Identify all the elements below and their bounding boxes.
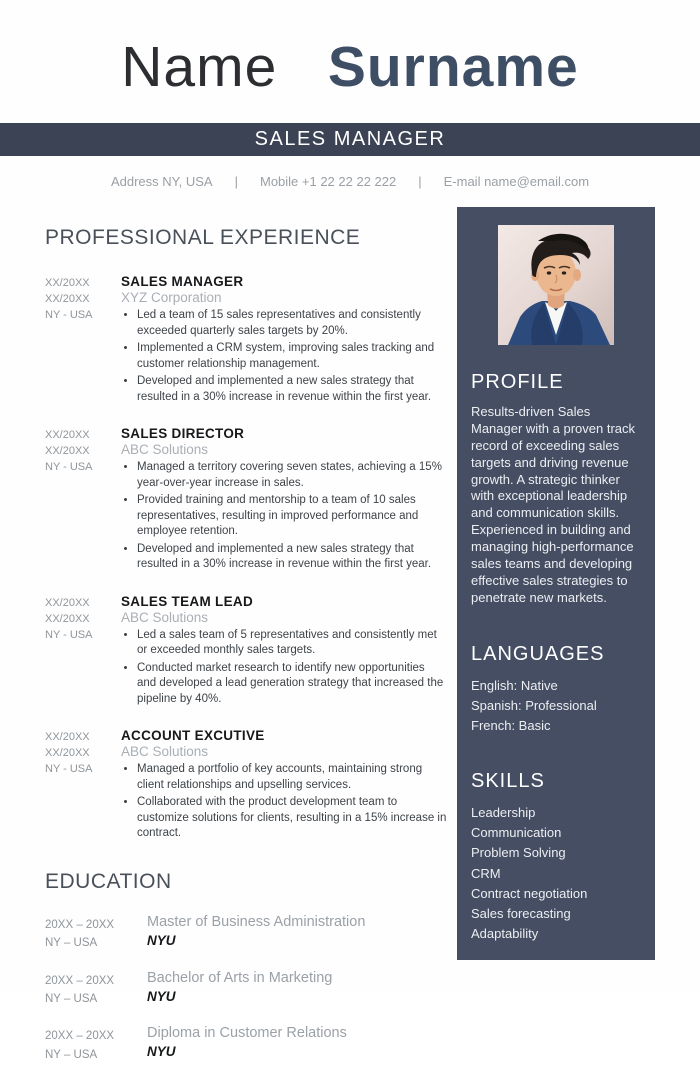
education-date-line: 20XX – 20XX bbox=[45, 974, 115, 987]
main-column bbox=[45, 226, 447, 1081]
header-name bbox=[0, 0, 700, 100]
contact-separator: | bbox=[234, 174, 238, 189]
job-bullets bbox=[121, 308, 447, 405]
job-body bbox=[109, 594, 447, 710]
job-entry bbox=[45, 728, 447, 844]
education-entry bbox=[45, 1025, 447, 1064]
education-body bbox=[133, 1025, 447, 1064]
contact-address: Address NY, USA bbox=[110, 174, 213, 189]
job-company: ABC Solutions bbox=[121, 744, 209, 760]
job-entry bbox=[45, 274, 447, 407]
skill-item: Adaptability bbox=[471, 925, 539, 941]
skill-item: Leadership bbox=[471, 805, 536, 821]
skill-item: Problem Solving bbox=[471, 845, 566, 861]
skill-item: CRM bbox=[471, 865, 501, 881]
education-dates bbox=[45, 1025, 133, 1064]
bullet-item: • Collaborated with the product development team to customize solutions for clients, resulting in a 15% increase in contract. bbox=[137, 795, 447, 842]
education-dates bbox=[45, 970, 133, 1009]
job-company: ABC Solutions bbox=[121, 442, 209, 458]
job-date-line: XX/20XX bbox=[45, 596, 90, 609]
job-date-line: XX/20XX bbox=[45, 612, 90, 625]
portrait-photo bbox=[498, 225, 614, 345]
bullet-item: • Implemented a CRM system, improving sales tracking and customer relationship management. bbox=[137, 341, 447, 372]
job-company: ABC Solutions bbox=[121, 609, 209, 625]
education-date-line: 20XX – 20XX bbox=[45, 1030, 115, 1043]
education-dates bbox=[45, 914, 133, 953]
job-title: SALES MANAGER bbox=[254, 128, 446, 150]
bullet-item: • Managed a portfolio of key accounts, maintaining strong client relationships and upselling services. bbox=[137, 762, 447, 793]
education-school: NYU bbox=[147, 988, 176, 1004]
name-space bbox=[294, 35, 311, 99]
sidebar bbox=[457, 207, 655, 960]
job-bullets bbox=[121, 628, 447, 708]
language-item: English: Native bbox=[471, 677, 558, 693]
job-date-line: NY - USA bbox=[45, 628, 93, 641]
education-degree: Diploma in Customer Relations bbox=[147, 1025, 347, 1042]
languages-section bbox=[471, 643, 641, 736]
job-dates bbox=[45, 594, 109, 710]
skills-section bbox=[471, 770, 641, 944]
bullet-item: • Developed and implemented a new sales strategy that resulted in a 30% increase in revenue within the first year. bbox=[137, 542, 447, 573]
contact-separator: | bbox=[418, 174, 422, 189]
job-date-line: NY - USA bbox=[45, 763, 93, 776]
bullet-item: • Developed and implemented a new sales strategy that resulted in a 30% increase in revenue within the first year. bbox=[137, 374, 447, 405]
skill-item: Sales forecasting bbox=[471, 905, 571, 921]
education-school: NYU bbox=[147, 1044, 176, 1060]
profile-heading: PROFILE bbox=[471, 371, 564, 393]
job-entry bbox=[45, 594, 447, 710]
job-dates bbox=[45, 426, 109, 575]
contact-mobile: Mobile +1 22 22 22 222 bbox=[259, 174, 397, 189]
job-date-line: XX/20XX bbox=[45, 731, 90, 744]
job-title: SALES DIRECTOR bbox=[121, 426, 245, 442]
bullet-item: • Managed a territory covering seven states, achieving a 15% year-over-year increase in sales. bbox=[137, 460, 447, 491]
last-name: Surname bbox=[327, 35, 579, 99]
job-date-line: NY - USA bbox=[45, 460, 93, 473]
job-company: XYZ Corporation bbox=[121, 290, 222, 305]
education-date-line: 20XX – 20XX bbox=[45, 918, 115, 931]
job-date-line: XX/20XX bbox=[45, 429, 90, 442]
job-body bbox=[109, 728, 447, 844]
education-section bbox=[45, 870, 447, 1064]
bullet-item: • Conducted market research to identify new opportunities and developed a lead generation strategy that increased the pipeline by 40%. bbox=[137, 661, 447, 708]
job-entry bbox=[45, 426, 447, 575]
education-degree: Bachelor of Arts in Marketing bbox=[147, 969, 333, 986]
job-date-line: XX/20XX bbox=[45, 292, 90, 305]
job-title: SALES TEAM LEAD bbox=[121, 593, 254, 609]
job-bullets bbox=[121, 762, 447, 842]
job-date-line: XX/20XX bbox=[45, 747, 90, 760]
job-bullets bbox=[121, 460, 447, 573]
job-title: SALES MANAGER bbox=[121, 274, 244, 289]
education-entry bbox=[45, 914, 447, 953]
job-title: ACCOUNT EXCUTIVE bbox=[121, 728, 265, 744]
contact-bar bbox=[0, 174, 700, 189]
first-name: Name bbox=[121, 35, 278, 99]
section-heading-experience: PROFESSIONAL EXPERIENCE bbox=[45, 226, 361, 249]
language-item: Spanish: Professional bbox=[471, 697, 597, 713]
education-date-line: NY – USA bbox=[45, 1048, 98, 1061]
education-body bbox=[133, 914, 447, 953]
bullet-item: • Provided training and mentorship to a team of 10 sales representatives, resulting in improved performance and employee retention. bbox=[137, 493, 447, 540]
education-date-line: NY – USA bbox=[45, 993, 98, 1006]
profile-text: Results-driven Sales Manager with a proven track record of exceeding sales targets and driving revenue growth. A strategic thinker with exceptional leadership and communication skills. Experienced in building and managing high-performance sales teams and developing effective sales strategies to penetrate new markets. bbox=[471, 404, 636, 605]
job-dates bbox=[45, 274, 109, 407]
languages-list bbox=[471, 676, 641, 736]
skills-list bbox=[471, 803, 641, 944]
education-degree: Master of Business Administration bbox=[147, 913, 366, 930]
job-dates bbox=[45, 728, 109, 844]
education-school: NYU bbox=[147, 932, 176, 948]
language-item: French: Basic bbox=[471, 717, 551, 733]
job-date-line: XX/20XX bbox=[45, 277, 90, 289]
job-date-line: XX/20XX bbox=[45, 445, 90, 458]
education-body bbox=[133, 970, 447, 1009]
education-entry bbox=[45, 970, 447, 1009]
job-date-line: NY - USA bbox=[45, 308, 93, 321]
job-body bbox=[109, 426, 447, 575]
contact-email: E-mail name@email.com bbox=[443, 174, 590, 189]
skill-item: Contract negotiation bbox=[471, 885, 588, 901]
education-date-line: NY – USA bbox=[45, 937, 98, 950]
bullet-item: • Led a sales team of 5 representatives and consistently met or exceeded monthly sales targets. bbox=[137, 628, 447, 659]
job-title-banner bbox=[0, 123, 700, 156]
job-body bbox=[109, 274, 447, 407]
skills-heading: SKILLS bbox=[471, 770, 545, 793]
bullet-item: • Led a team of 15 sales representatives and consistently exceeded quarterly sales targets by 20%. bbox=[137, 308, 447, 339]
languages-heading: LANGUAGES bbox=[471, 642, 605, 665]
profile-section bbox=[471, 371, 641, 607]
skill-item: Communication bbox=[471, 825, 562, 841]
section-heading-education: EDUCATION bbox=[45, 869, 172, 893]
